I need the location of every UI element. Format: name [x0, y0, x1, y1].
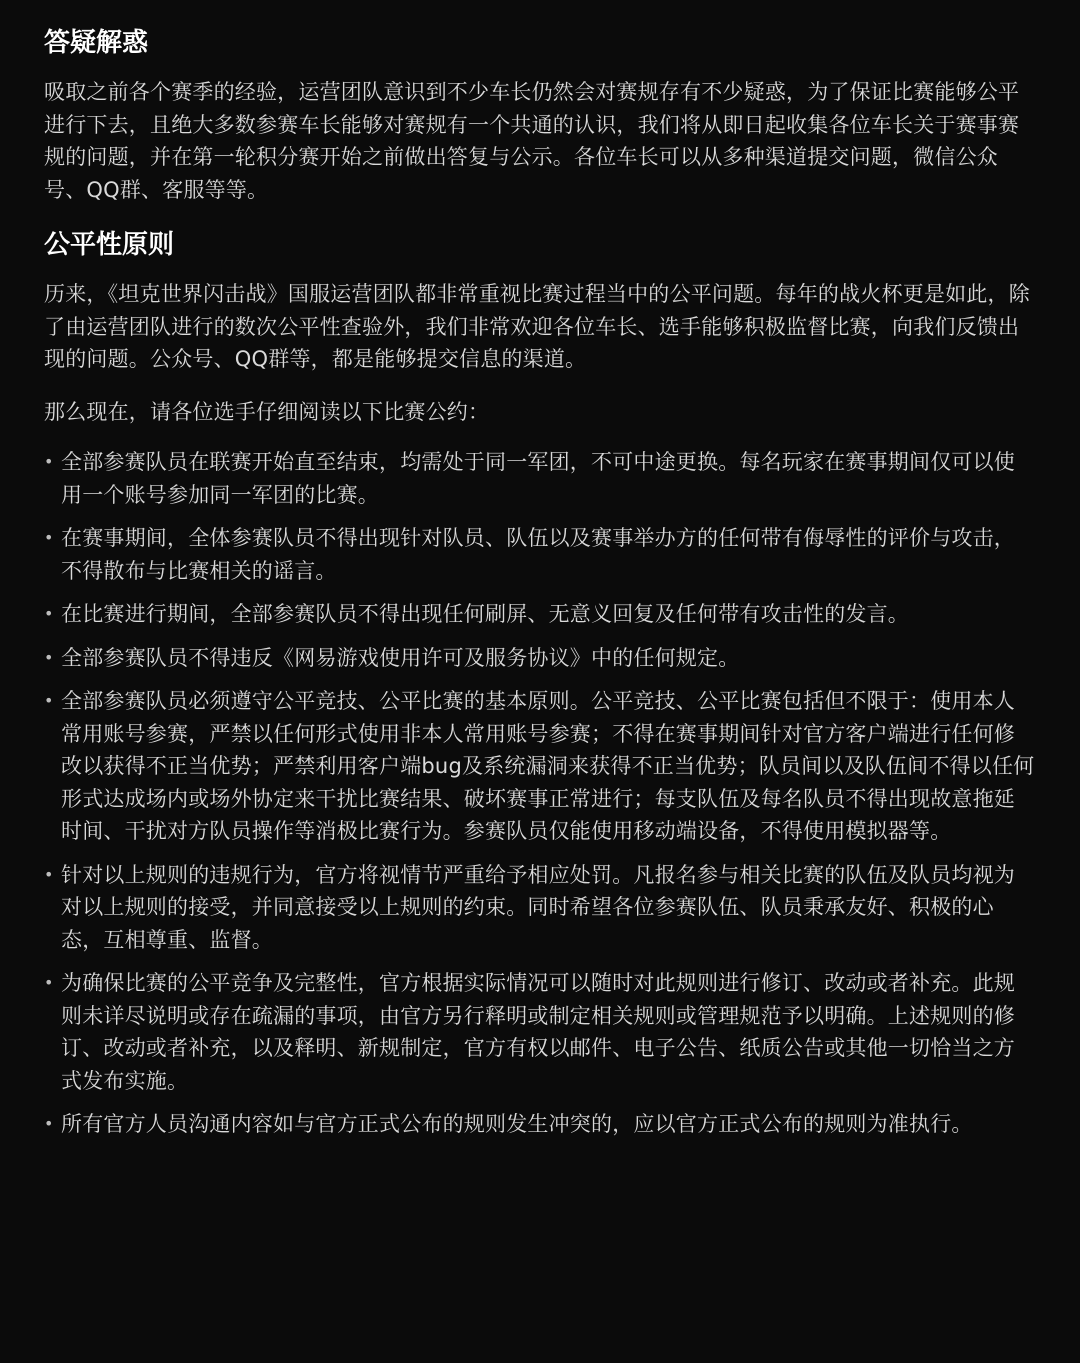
- rule-item: [44, 685, 1036, 848]
- rule-text: 针对以上规则的违规行为，官方将视情节严重给予相应处罚。凡报名参与相关比赛的队伍及队员均视为对以上规则的接受，并同意接受以上规则的约束。同时希望各位参赛队伍、队员秉承友好、积极的心态，互相尊重、监督。: [61, 862, 1015, 952]
- rule-text: 全部参赛队员不得违反《网易游戏使用许可及服务协议》中的任何规定。: [61, 645, 740, 670]
- bullet-icon: •: [44, 452, 54, 471]
- rule-item: [44, 598, 1036, 631]
- bullet-icon: •: [44, 864, 54, 884]
- qa-paragraph: 吸取之前各个赛季的经验，运营团队意识到不少车长仍然会对赛规存有不少疑惑，为了保证比赛能够公平进行下去，且绝大多数参赛车长能够对赛规有一个共通的认识，我们将从即日起收集各位车长关于赛事赛规的问题，并在第一轮积分赛开始之前做出答复与公示。各位车长可以从多种渠道提交问题，微信公众号、QQ群、客服等等。: [44, 80, 1020, 202]
- rule-item: [44, 967, 1036, 1097]
- rule-text: 在比赛进行期间，全部参赛队员不得出现任何刷屏、无意义回复及任何带有攻击性的发言。: [61, 602, 909, 626]
- rules-intro: 那么现在，请各位选手仔细阅读以下比赛公约：: [44, 399, 490, 424]
- rule-item: [44, 859, 1036, 957]
- bullet-icon: •: [44, 647, 54, 667]
- rule-item: [44, 522, 1036, 587]
- rule-text: 所有官方人员沟通内容如与官方正式公布的规则发生冲突的，应以官方正式公布的规则为准执行。: [61, 1112, 973, 1136]
- rule-item: [44, 642, 1036, 675]
- bullet-icon: •: [44, 528, 54, 547]
- rule-item: [44, 1108, 1036, 1141]
- bullet-icon: •: [44, 1114, 54, 1133]
- section-heading-fairness: 公平性原则: [44, 230, 175, 260]
- rule-text: 全部参赛队员必须遵守公平竞技、公平比赛的基本原则。公平竞技、公平比赛包括但不限于：使用本人常用账号参赛，严禁以任何形式使用非本人常用账号参赛；不得在赛事期间针对官方客户端进行任何修改以获得不正当优势；严禁利用客户端bug及系统漏洞来获得不正当优势；队员间以及队伍间不得以任何形式达成场内或场外协定来干扰比赛结果、破坏赛事正常进行；每支队伍及每名队员不得出现故意拖延时间、干扰对方队员操作等消极比赛行为。参赛队员仅能使用移动端设备，不得使用模拟器等。: [61, 689, 1035, 843]
- fairness-paragraph: 历来，《坦克世界闪击战》国服运营团队都非常重视比赛过程当中的公平问题。每年的战火杯更是如此，除了由运营团队进行的数次公平性查验外，我们非常欢迎各位车长、选手能够积极监督比赛，向我们反馈出现的问题。公众号、QQ群等，都是能够提交信息的渠道。: [44, 282, 1030, 371]
- rule-item: [44, 446, 1036, 511]
- bullet-icon: •: [44, 691, 54, 710]
- rules-list: [44, 446, 1036, 1141]
- bullet-icon: •: [44, 604, 54, 623]
- bullet-icon: •: [44, 973, 54, 992]
- rule-text: 全部参赛队员在联赛开始直至结束，均需处于同一军团，不可中途更换。每名玩家在赛事期间仅可以使用一个账号参加同一军团的比赛。: [61, 450, 1015, 507]
- rule-text: 为确保比赛的公平竞争及完整性，官方根据实际情况可以随时对此规则进行修订、改动或者补充。此规则未详尽说明或存在疏漏的事项，由官方另行释明或制定相关规则或管理规范予以明确。上述规则的修订、改动或者补充，以及释明、新规制定，官方有权以邮件、电子公告、纸质公告或其他一切恰当之方式发布实施。: [61, 971, 1015, 1093]
- rule-text: 在赛事期间，全体参赛队员不得出现针对队员、队伍以及赛事举办方的任何带有侮辱性的评价与攻击，不得散布与比赛相关的谣言。: [61, 526, 1015, 583]
- section-heading-qa: 答疑解惑: [44, 28, 149, 58]
